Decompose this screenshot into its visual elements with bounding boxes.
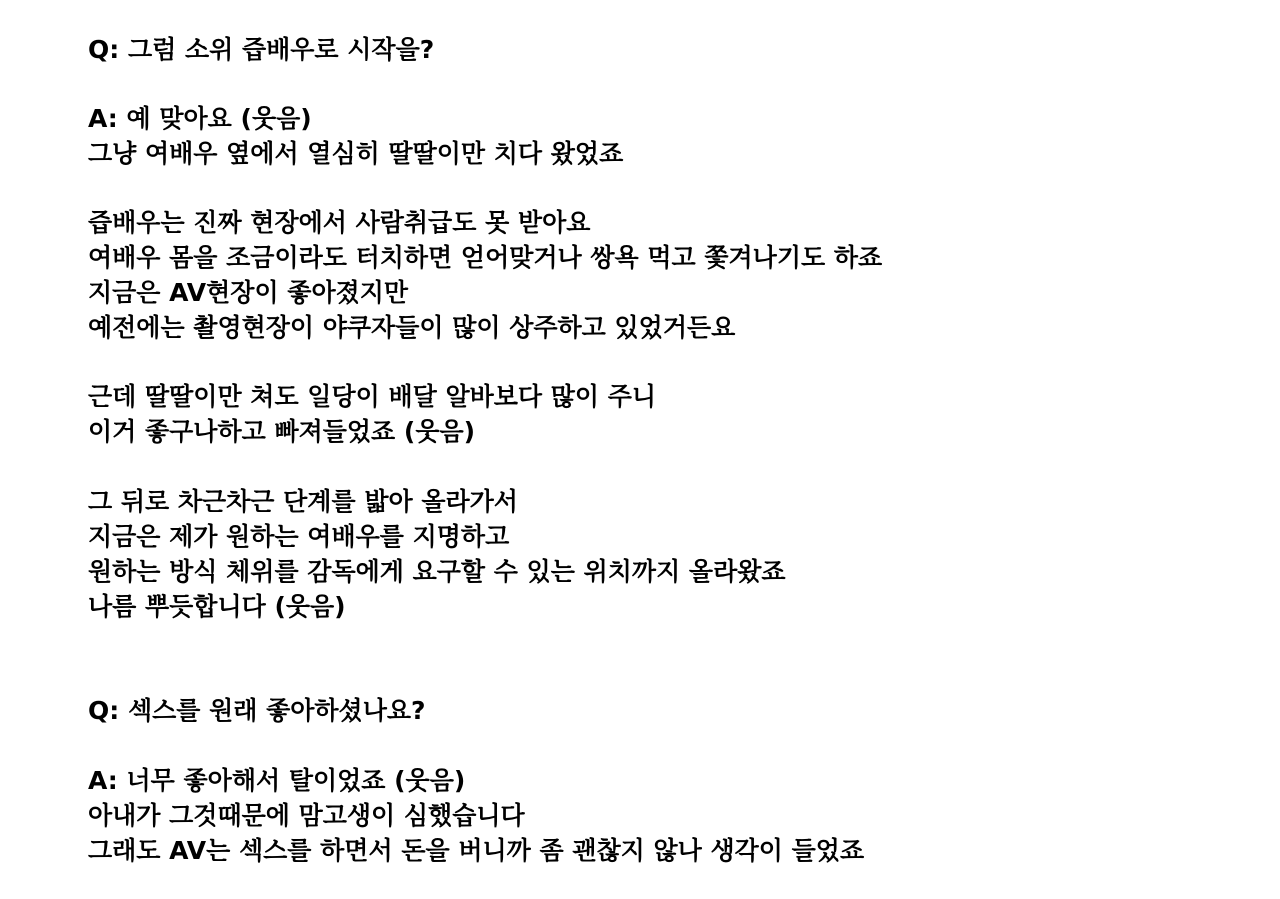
answer-1-line-5: 지금은 AV현장이 좋아졌지만 — [88, 278, 409, 307]
answer-1-line-11: 원하는 방식 체위를 감독에게 요구할 수 있는 위치까지 올라왔죠 — [88, 557, 786, 586]
answer-1-line-2: 그냥 여배우 옆에서 열심히 딸딸이만 치다 왔었죠 — [88, 139, 624, 168]
answer-1-line-1: A: 예 맞아요 (웃음) — [88, 104, 312, 133]
answer-2-line-1: A: 너무 좋아해서 탈이었죠 (웃음) — [88, 766, 466, 795]
answer-1-line-6: 예전에는 촬영현장이 야쿠자들이 많이 상주하고 있었거든요 — [88, 313, 736, 342]
question-2: Q: 섹스를 원래 좋아하셨나요? — [88, 696, 426, 725]
answer-1-line-9: 그 뒤로 차근차근 단계를 밟아 올라가서 — [88, 487, 518, 516]
answer-1-line-8: 이거 좋구나하고 빠져들었죠 (웃음) — [88, 417, 476, 446]
question-1: Q: 그럼 소위 즙배우로 시작을? — [88, 35, 435, 64]
answer-1-line-12: 나름 뿌듯합니다 (웃음) — [88, 592, 346, 621]
answer-1-line-3: 즙배우는 진짜 현장에서 사람취급도 못 받아요 — [88, 208, 591, 237]
answer-2-line-2: 아내가 그것때문에 맘고생이 심했습니다 — [88, 801, 525, 830]
answer-1-line-10: 지금은 제가 원하는 여배우를 지명하고 — [88, 522, 510, 551]
answer-2-line-3: 그래도 AV는 섹스를 하면서 돈을 버니까 좀 괜찮지 않나 생각이 들었죠 — [88, 836, 865, 865]
answer-1-line-7: 근데 딸딸이만 쳐도 일당이 배달 알바보다 많이 주니 — [88, 382, 657, 411]
answer-1-line-4: 여배우 몸을 조금이라도 터치하면 얻어맞거나 쌍욕 먹고 쫓겨나기도 하죠 — [88, 243, 883, 272]
